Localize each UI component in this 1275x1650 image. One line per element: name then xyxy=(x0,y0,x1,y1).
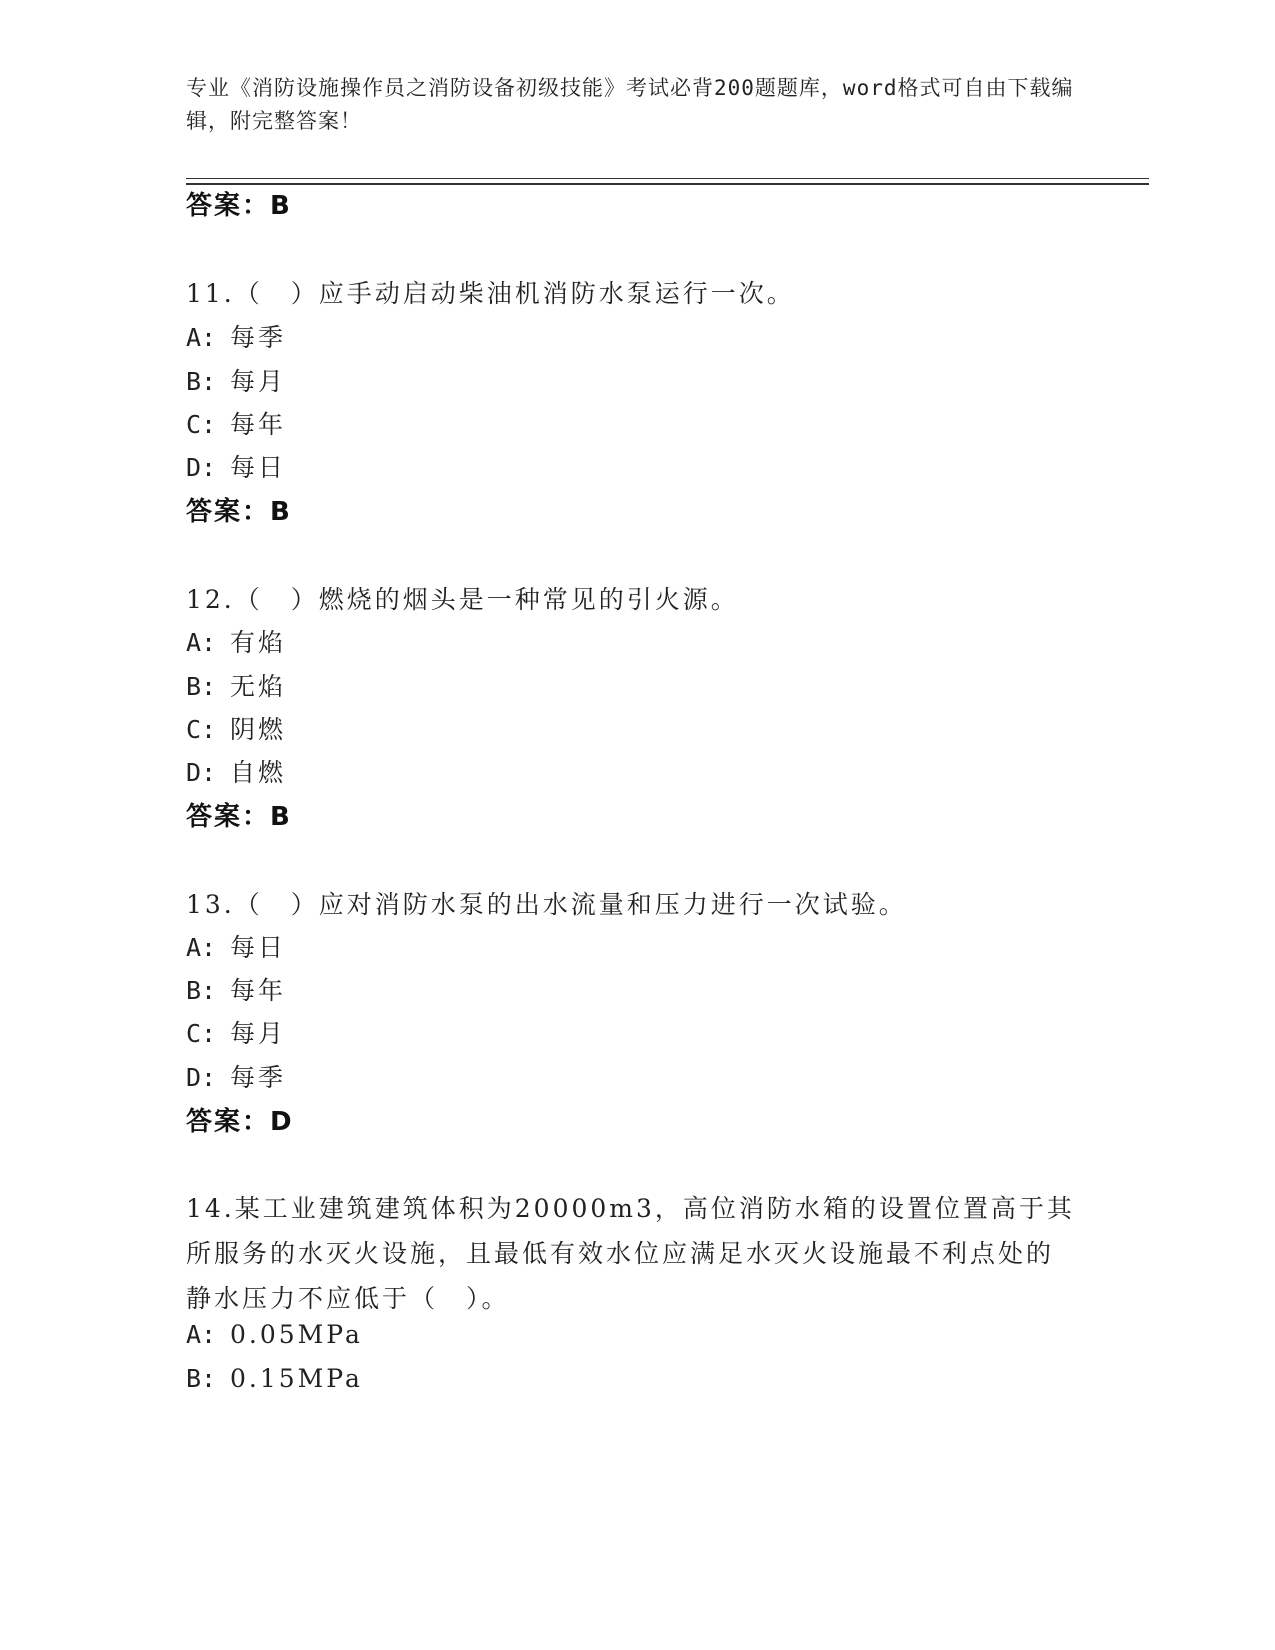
option-letter: B: xyxy=(186,976,217,1005)
option-text: 每日 xyxy=(230,933,287,962)
option-text: 每月 xyxy=(230,367,287,396)
option-text: 自燃 xyxy=(230,758,287,787)
option-letter: D: xyxy=(186,1063,217,1092)
option-d xyxy=(186,1058,286,1094)
answer-line: 答案：B xyxy=(186,802,292,832)
document-header: 专业《消防设施操作员之消防设备初级技能》考试必背200题题库，word格式可自由下载编辑，附完整答案！ xyxy=(186,76,1074,133)
option-text: 每季 xyxy=(230,323,287,352)
header-divider-thick xyxy=(186,183,1149,185)
question-stem: 12.（ ）燃烧的烟头是一种常见的引火源。 xyxy=(186,585,739,614)
answer-line: 答案：D xyxy=(186,1107,294,1137)
option-a xyxy=(186,623,286,659)
option-text: 每年 xyxy=(230,976,287,1005)
question-stem: 11.（ ）应手动启动柴油机消防水泵运行一次。 xyxy=(186,279,795,308)
option-a xyxy=(186,1320,363,1349)
option-text: 每季 xyxy=(230,1063,287,1092)
option-letter: A: xyxy=(186,1320,217,1349)
question-stem: 14.某工业建筑建筑体积为20000m3，高位消防水箱的设置位置高于其所服务的水灭火设施，且最低有效水位应满足水灭火设施最不利点处的静水压力不应低于（ ）。 xyxy=(186,1194,1075,1313)
option-letter: C: xyxy=(186,410,217,439)
option-text: 有焰 xyxy=(230,628,287,657)
option-text: 每年 xyxy=(230,410,287,439)
option-b xyxy=(186,362,286,398)
option-letter: D: xyxy=(186,758,217,787)
option-letter: A: xyxy=(186,628,217,657)
option-c xyxy=(186,1014,286,1050)
option-letter: A: xyxy=(186,933,217,962)
option-c xyxy=(186,405,286,441)
header-divider-thin xyxy=(186,178,1149,179)
option-c xyxy=(186,710,286,746)
option-text: 阴燃 xyxy=(230,715,287,744)
option-letter: B: xyxy=(186,367,217,396)
option-d xyxy=(186,753,286,789)
option-text: 0.05MPa xyxy=(230,1320,363,1349)
option-a xyxy=(186,318,286,354)
answer-line: 答案：B xyxy=(186,191,292,221)
option-letter: A: xyxy=(186,323,217,352)
option-text: 0.15MPa xyxy=(230,1364,363,1393)
option-letter: C: xyxy=(186,715,217,744)
option-text: 每月 xyxy=(230,1019,287,1048)
option-b xyxy=(186,667,286,703)
option-text: 每日 xyxy=(230,453,287,482)
option-d xyxy=(186,448,286,484)
option-letter: B: xyxy=(186,1364,217,1393)
option-b xyxy=(186,1364,363,1393)
option-letter: D: xyxy=(186,453,217,482)
option-letter: C: xyxy=(186,1019,217,1048)
option-text: 无焰 xyxy=(230,672,287,701)
option-b xyxy=(186,971,286,1007)
answer-line: 答案：B xyxy=(186,497,292,527)
question-stem: 13.（ ）应对消防水泵的出水流量和压力进行一次试验。 xyxy=(186,890,907,919)
option-letter: B: xyxy=(186,672,217,701)
option-a xyxy=(186,928,286,964)
